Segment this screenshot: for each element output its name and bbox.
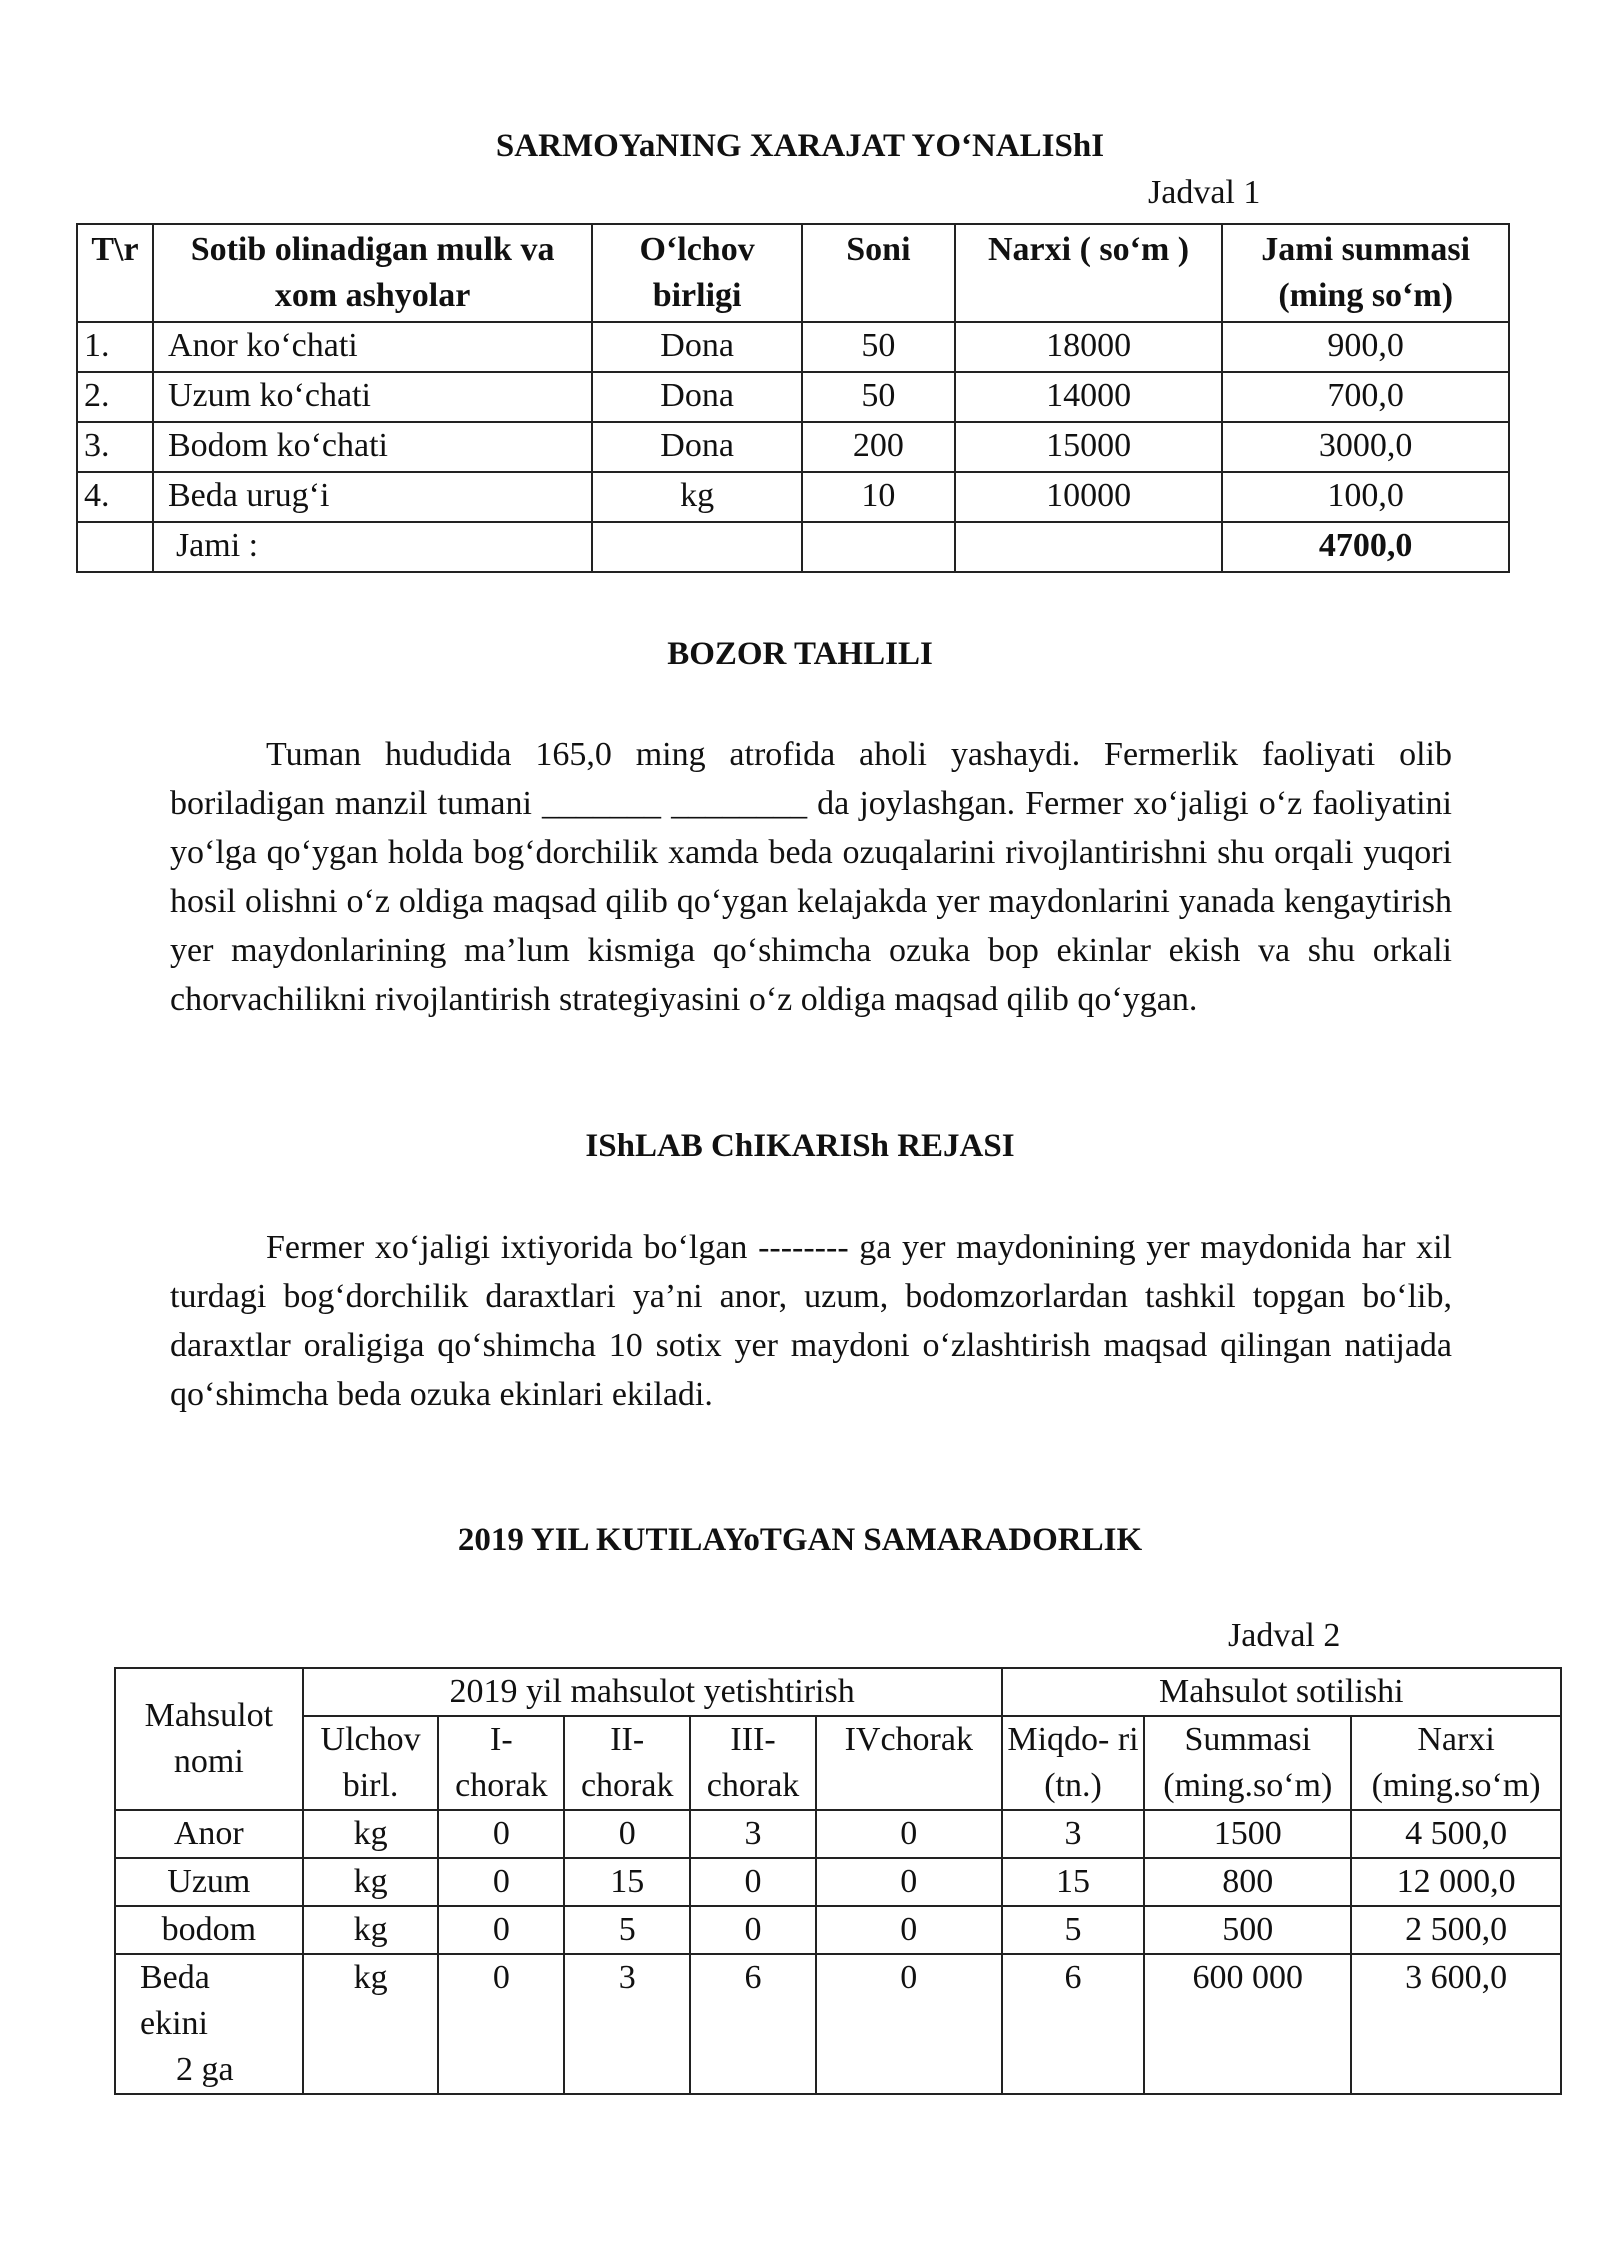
cell-price: 3 600,0 <box>1351 1954 1561 2094</box>
table-row <box>77 472 1509 522</box>
product-line: ekini <box>140 2005 208 2042</box>
cell-q4: 0 <box>816 1906 1002 1954</box>
cell-q2: 15 <box>564 1858 690 1906</box>
cell-qty: 15 <box>1002 1858 1145 1906</box>
cell-q4: 0 <box>816 1954 1002 2094</box>
cell-q4: 0 <box>816 1810 1002 1858</box>
cell-unit: Dona <box>592 372 802 422</box>
header-num: T\r <box>77 224 153 322</box>
cell-price: 10000 <box>955 472 1223 522</box>
cell-count: 200 <box>802 422 955 472</box>
cell-sum: 1500 <box>1144 1810 1351 1858</box>
cell-qty: 6 <box>1002 1954 1145 2094</box>
product-line: 2 ga <box>176 2051 234 2088</box>
header-q4: IVchorak <box>816 1716 1002 1810</box>
total-empty-cell <box>955 522 1223 572</box>
header-price: Narxi (ming.so‘m) <box>1351 1716 1561 1810</box>
cell-unit: kg <box>592 472 802 522</box>
market-paragraph <box>170 730 1452 1024</box>
header-group-production: 2019 yil mahsulot yetishtirish <box>303 1668 1002 1716</box>
header-qty: Miqdo- ri (tn.) <box>1002 1716 1145 1810</box>
cell-q3: 0 <box>690 1858 816 1906</box>
cell-q3: 3 <box>690 1810 816 1858</box>
cell-q3: 0 <box>690 1906 816 1954</box>
cell-unit: Dona <box>592 422 802 472</box>
cell-num: 4. <box>77 472 153 522</box>
investment-total-row <box>77 522 1509 572</box>
table-row <box>115 1906 1561 1954</box>
cell-price: 2 500,0 <box>1351 1906 1561 1954</box>
efficiency-heading: 2019 YIL KUTILAYoTGAN SAMARADORLIK <box>457 1522 1143 1558</box>
cell-qty: 3 <box>1002 1810 1145 1858</box>
table-row <box>77 372 1509 422</box>
table-row <box>115 1810 1561 1858</box>
cell-q2: 3 <box>564 1954 690 2094</box>
header-unit: O‘lchov birligi <box>592 224 802 322</box>
production-paragraph-text: Fermer xo‘jaligi ixtiyorida bo‘lgan -------- ga yer maydonining yer maydonida har xil turdagi bog‘dorchilik daraxtlari ya’ni anor, uzum, bodomzorlardan tashkil topgan bo‘lib, daraxtlar oraligiga qo‘shimcha 10 sotix yer maydoni o‘zlashtirish maqsad qilingan natijada qo‘shimcha beda ozuka ekinlari ekiladi. <box>170 1229 1452 1413</box>
cell-total: 900,0 <box>1222 322 1509 372</box>
cell-item: Anor ko‘chati <box>153 322 592 372</box>
investment-heading: SARMOYaNING XARAJAT YO‘NALIShI <box>495 128 1105 164</box>
cell-unit: kg <box>303 1906 439 1954</box>
cell-q1: 0 <box>438 1810 564 1858</box>
table-row <box>115 1858 1561 1906</box>
cell-product: Anor <box>115 1810 303 1858</box>
cell-sum: 500 <box>1144 1906 1351 1954</box>
cell-product: bodom <box>115 1906 303 1954</box>
table-2-label: Jadval 2 <box>1228 1617 1341 1654</box>
market-paragraph-text: Tuman hududida 165,0 ming atrofida aholi yashaydi. Fermerlik faoliyati olib boriladigan manzil tumani _______ ________ da joylashgan. Fermer xo‘jaligi o‘z faoliyatini yo‘lga qo‘ygan holda bog‘dorchilik xamda beda ozuqalarini rivojlantirishni shu orqali yuqori hosil olishni o‘z oldiga maqsad qilib qo‘ygan kelajakda yer maydonlarini yanada kengaytirish yer maydonlarining ma’lum kismiga qo‘shimcha ozuka bop ekinlar ekish va shu orkali chorvachilikni rivojlantirish strategiyasini o‘z oldiga maqsad qilib qo‘ygan. <box>170 736 1452 1018</box>
header-sum: Summasi (ming.so‘m) <box>1144 1716 1351 1810</box>
cell-q1: 0 <box>438 1954 564 2094</box>
total-empty-cell <box>592 522 802 572</box>
cell-item: Bodom ko‘chati <box>153 422 592 472</box>
cell-total: 3000,0 <box>1222 422 1509 472</box>
efficiency-table <box>114 1667 1562 2095</box>
cell-count: 50 <box>802 372 955 422</box>
product-line: Beda <box>140 1959 210 1996</box>
table-1-label: Jadval 1 <box>1148 174 1261 211</box>
header-q2: II- chorak <box>564 1716 690 1810</box>
header-product: Mahsulot nomi <box>115 1668 303 1810</box>
cell-price: 14000 <box>955 372 1223 422</box>
cell-unit: kg <box>303 1810 439 1858</box>
cell-sum: 600 000 <box>1144 1954 1351 2094</box>
market-heading: BOZOR TAHLILI <box>667 636 933 672</box>
cell-num: 2. <box>77 372 153 422</box>
cell-total: 100,0 <box>1222 472 1509 522</box>
investment-table-header <box>77 224 1509 322</box>
cell-price: 12 000,0 <box>1351 1858 1561 1906</box>
cell-total: 700,0 <box>1222 372 1509 422</box>
cell-q2: 0 <box>564 1810 690 1858</box>
cell-price: 4 500,0 <box>1351 1810 1561 1858</box>
table-row <box>77 322 1509 372</box>
header-price: Narxi ( so‘m ) <box>955 224 1223 322</box>
total-empty-cell <box>77 522 153 572</box>
cell-q2: 5 <box>564 1906 690 1954</box>
header-q1: I- chorak <box>438 1716 564 1810</box>
cell-qty: 5 <box>1002 1906 1145 1954</box>
cell-item: Beda urug‘i <box>153 472 592 522</box>
cell-q3: 6 <box>690 1954 816 2094</box>
production-heading: IShLAB ChIKARISh REJASI <box>585 1128 1015 1164</box>
table-row <box>115 1954 1561 2094</box>
efficiency-header-row-2 <box>115 1716 1561 1810</box>
cell-product: Uzum <box>115 1858 303 1906</box>
header-q3: III- chorak <box>690 1716 816 1810</box>
cell-num: 1. <box>77 322 153 372</box>
cell-count: 50 <box>802 322 955 372</box>
total-label: Jami : <box>153 522 592 572</box>
header-count: Soni <box>802 224 955 322</box>
cell-unit: kg <box>303 1954 439 2094</box>
cell-item: Uzum ko‘chati <box>153 372 592 422</box>
production-paragraph <box>170 1223 1452 1419</box>
header-group-sales: Mahsulot sotilishi <box>1002 1668 1561 1716</box>
header-item: Sotib olinadigan mulk va xom ashyolar <box>153 224 592 322</box>
cell-unit: kg <box>303 1858 439 1906</box>
total-value: 4700,0 <box>1222 522 1509 572</box>
cell-price: 15000 <box>955 422 1223 472</box>
table-row <box>77 422 1509 472</box>
cell-num: 3. <box>77 422 153 472</box>
efficiency-header-row-1 <box>115 1668 1561 1716</box>
cell-q1: 0 <box>438 1906 564 1954</box>
header-unit: Ulchov birl. <box>303 1716 439 1810</box>
cell-product <box>115 1954 303 2094</box>
cell-unit: Dona <box>592 322 802 372</box>
cell-sum: 800 <box>1144 1858 1351 1906</box>
cell-count: 10 <box>802 472 955 522</box>
investment-table <box>76 223 1510 573</box>
cell-price: 18000 <box>955 322 1223 372</box>
header-total: Jami summasi (ming so‘m) <box>1222 224 1509 322</box>
cell-q1: 0 <box>438 1858 564 1906</box>
total-empty-cell <box>802 522 955 572</box>
cell-q4: 0 <box>816 1858 1002 1906</box>
